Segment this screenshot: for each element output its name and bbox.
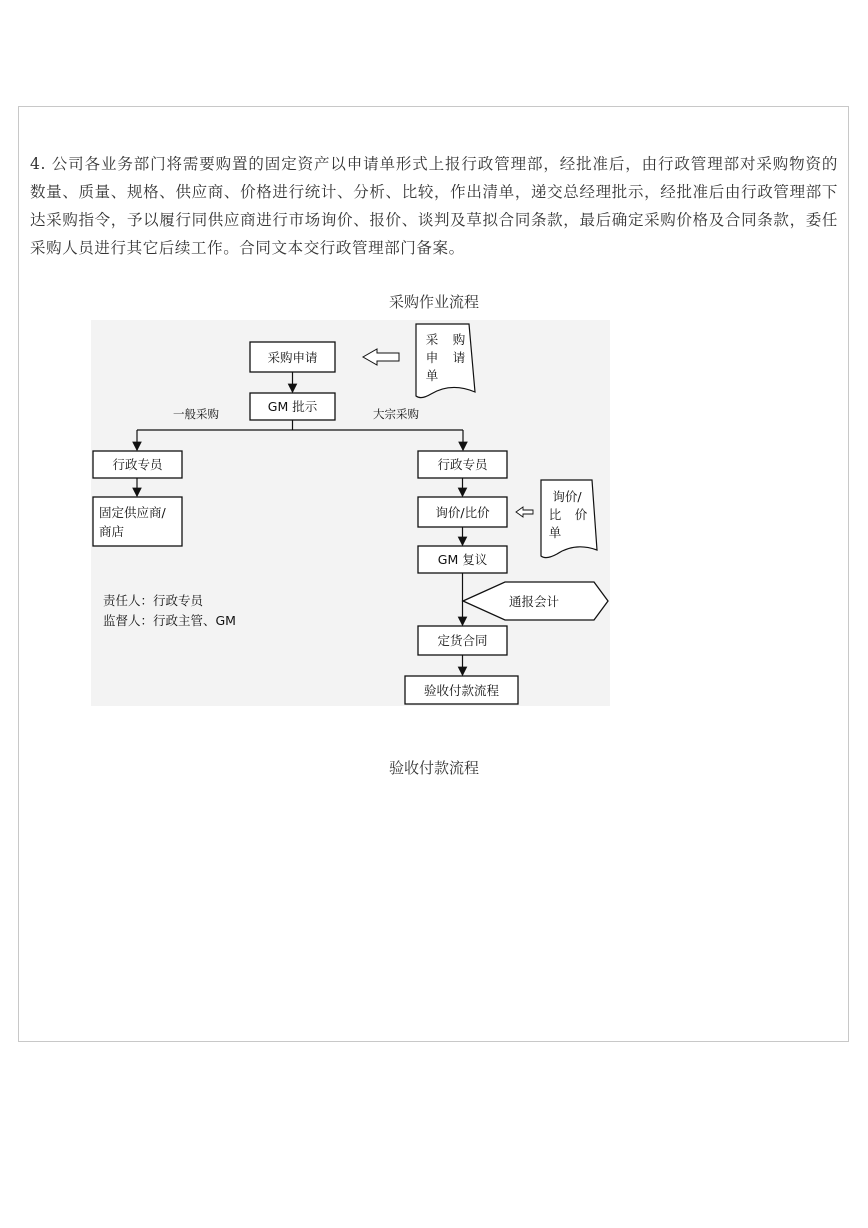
- purchase-flowchart: [91, 320, 610, 706]
- hollow-arrow-icon: [363, 349, 399, 365]
- supervisor-note: 监督人：行政主管、GM: [103, 613, 236, 628]
- general-purchase-label: 一般采购: [173, 407, 219, 421]
- gm-approve-label: GM 批示: [267, 399, 318, 414]
- body-paragraph: 4. 公司各业务部门将需要购置的固定资产以申请单形式上报行政管理部，经批准后，由行政管理部对采购物资的数量、质量、规格、供应商、价格进行统计、分析、比较，作出清单，递交总经理批示，经批准后由行政管理部下达采购指令，予以履行同供应商进行市场询价、报价、谈判及草拟合同条款，最后确定采购价格及合同条款，委任采购人员进行其它后续工作。合同文本交行政管理部门备案。: [30, 155, 838, 257]
- doc1-line1-left: 采: [425, 332, 439, 347]
- fixed-supplier-line1: 固定供应商/: [99, 505, 166, 520]
- fixed-supplier-line2: 商店: [99, 524, 125, 539]
- notify-accounting-label: 通报会计: [508, 594, 560, 609]
- admin-left-label: 行政专员: [112, 457, 163, 472]
- doc2-line1: 询价/: [552, 489, 582, 504]
- purchase-request-label: 采购申请: [267, 350, 318, 365]
- doc1-line2-left: 申: [425, 350, 439, 365]
- doc1-line1-right: 购: [452, 332, 466, 347]
- doc2-line2-left: 比: [548, 507, 562, 522]
- hollow-arrow-small-icon: [516, 507, 533, 517]
- doc2-line3: 单: [548, 525, 562, 540]
- acceptance-caption: 验收付款流程: [388, 759, 479, 777]
- inquiry-label: 询价/比价: [435, 505, 490, 520]
- gm-review-label: GM 复议: [437, 552, 488, 567]
- flow-caption: 采购作业流程: [388, 293, 479, 311]
- acceptance-label: 验收付款流程: [423, 683, 500, 698]
- doc1-line2-right: 请: [452, 350, 466, 365]
- admin-right-label: 行政专员: [437, 457, 488, 472]
- doc1-line3: 单: [425, 368, 439, 383]
- bulk-purchase-label: 大宗采购: [373, 407, 419, 421]
- responsible-note: 责任人：行政专员: [103, 593, 204, 608]
- order-contract-label: 定货合同: [437, 633, 488, 648]
- doc2-line2-right: 价: [574, 507, 588, 522]
- flowchart-svg: [91, 320, 610, 706]
